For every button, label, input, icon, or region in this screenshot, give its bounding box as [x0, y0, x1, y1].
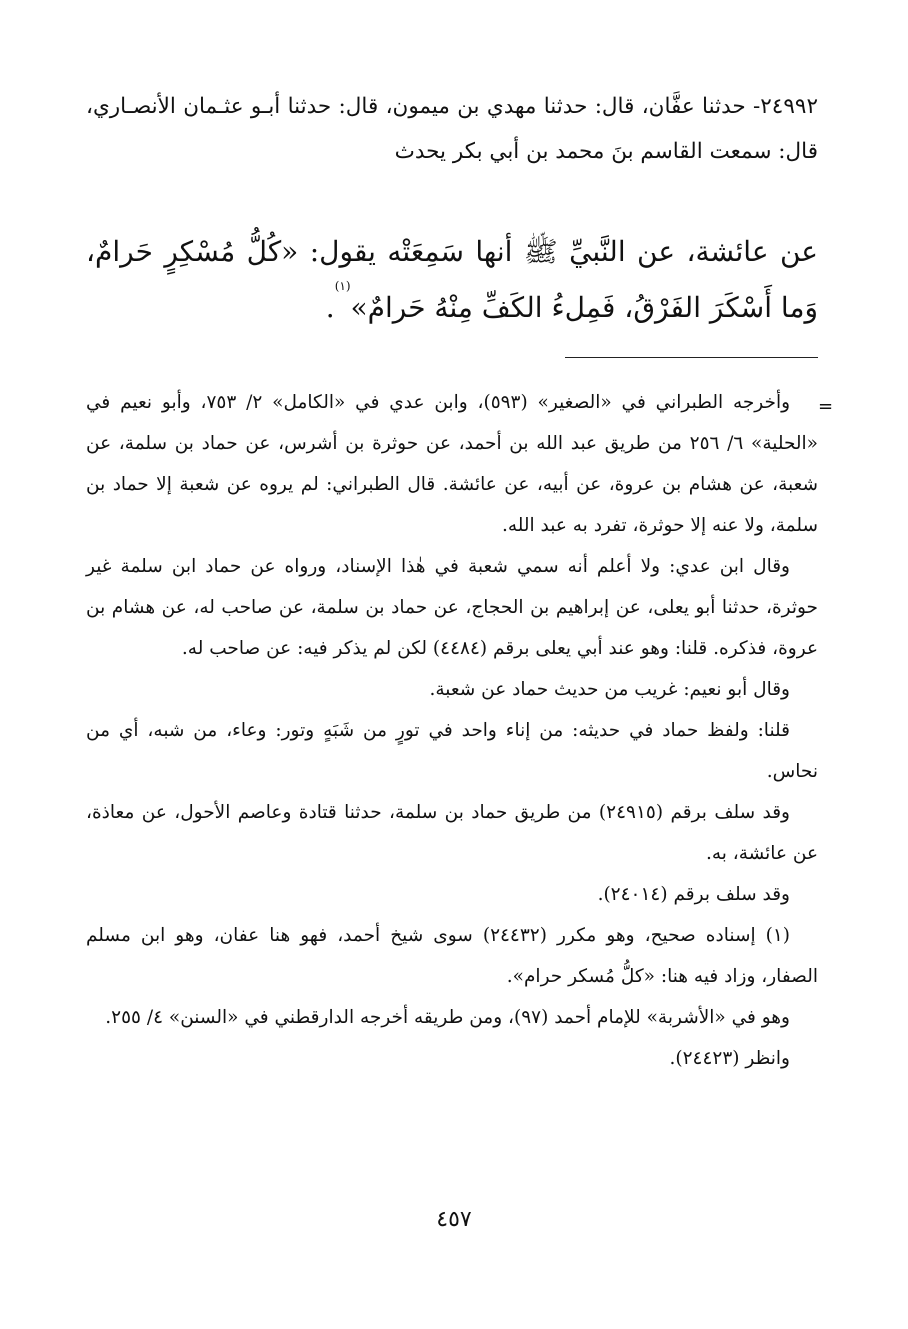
- footnote-reference: (١): [334, 279, 351, 293]
- continuation-mark: =: [818, 396, 834, 417]
- hadith-matn: [86, 224, 818, 336]
- footnote-divider: [565, 357, 818, 358]
- footnotes: [86, 382, 818, 1079]
- matn-text: عن عائشة، عن النَّبيِّ ﷺ أنها سَمِعَتْه يقول: «كُلُّ مُسْكِرٍ حَرامٌ، وَما أَسْكَرَ الفَرْقُ، فَمِلءُ الكَفِّ مِنْهُ حَرامٌ»: [86, 235, 818, 324]
- footnote-paragraph-6: وقد سلف برقم (٢٤٠١٤).: [597, 884, 790, 905]
- footnote-paragraph-8: وهو في «الأشربة» للإمام أحمد (٩٧)، ومن طريقه أخرجه الدارقطني في «السنن» ٤/ ٢٥٥.: [105, 1007, 790, 1028]
- footnote-paragraph-9: وانظر (٢٤٤٢٣).: [669, 1048, 790, 1069]
- hadith-isnad: [86, 84, 818, 174]
- matn-paragraph: [86, 224, 818, 336]
- footnote-1: (١) إسناده صحيح، وهو مكرر (٢٤٤٣٢) سوى شيخ أحمد، فهو هنا عفان، وهو ابن مسلم الصفار، وزاد فيه هنا: «كلُّ مُسكر حرام».: [86, 925, 818, 987]
- page-number: ٤٥٧: [436, 1207, 472, 1232]
- footnote-paragraph-1: وأخرجه الطبراني في «الصغير» (٥٩٣)، وابن عدي في «الكامل» ٢/ ٧٥٣، وأبو نعيم في «الحلية» ٦/ ٢٥٦ من طريق عبد الله بن أحمد، عن حوثرة بن أشرس، عن حماد بن سلمة، عن شعبة، عن هشام بن عروة، عن أبيه، عن عائشة. قال الطبراني: لم يروه عن شعبة إلا حماد بن سلمة، ولا عنه إلا حوثرة، تفرد به عبد الله.: [86, 392, 818, 536]
- isnad-text: ٢٤٩٩٢- حدثنا عفَّان، قال: حدثنا مهدي بن ميمون، قال: حدثنا أبـو عثـمان الأنصـاري، قال: سمعت القاسم بنَ محمد بن أبي بكر يحدث: [86, 94, 818, 164]
- footnote-paragraph-3: وقال أبو نعيم: غريب من حديث حماد عن شعبة.: [429, 679, 790, 700]
- footnote-paragraph-2: وقال ابن عدي: ولا أعلم أنه سمي شعبة في هٰذا الإسناد، ورواه عن حماد ابن سلمة غير حوثرة، حدثنا أبو يعلى، عن إبراهيم بن الحجاج، عن حماد بن سلمة، عن صاحب له، عن هشام بن عروة، فذكره. قلنا: وهو عند أبي يعلى برقم (٤٤٨٤) لكن لم يذكر فيه: عن صاحب له.: [86, 556, 818, 659]
- footnote-paragraph-4: قلنا: ولفظ حماد في حديثه: من إناء واحد في تورٍ من شَبَهٍ وتور: وعاء، من شبه، أي من نحاس.: [86, 720, 818, 782]
- matn-end: .: [325, 291, 335, 324]
- footnote-paragraph-5: وقد سلف برقم (٢٤٩١٥) من طريق حماد بن سلمة، حدثنا قتادة وعاصم الأحول، عن معاذة، عن عائشة، به.: [86, 802, 818, 864]
